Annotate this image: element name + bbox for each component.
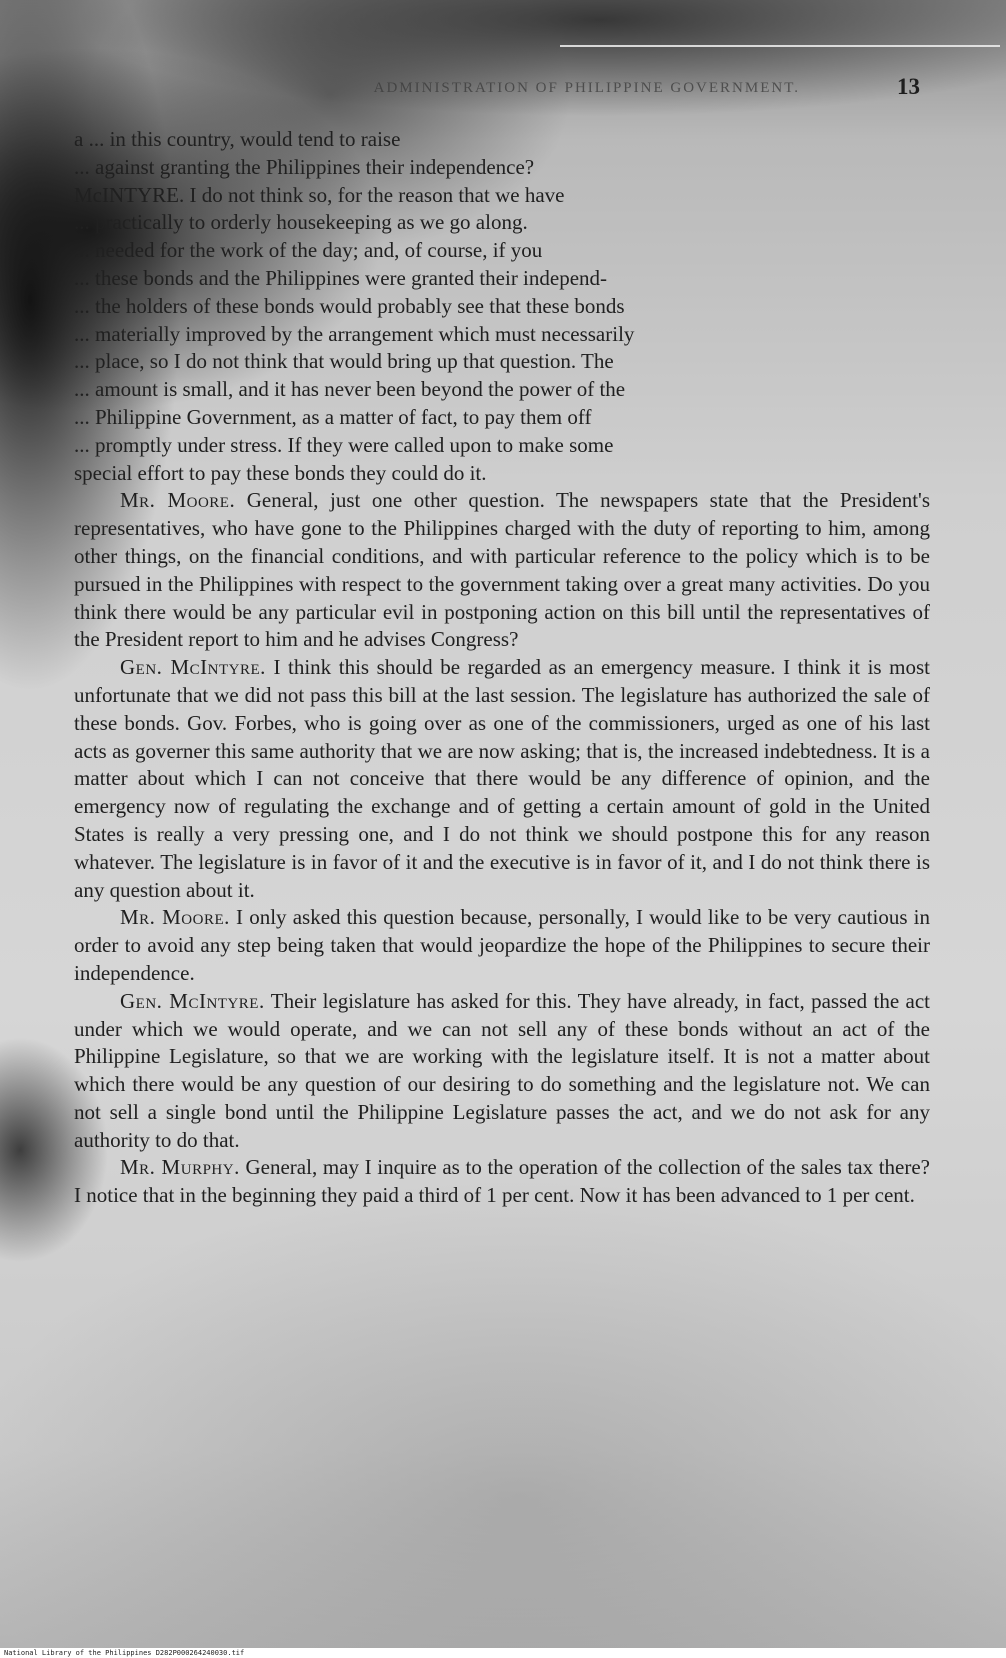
scan-footer-text: National Library of the Philippines D282P000264240030.tif [4,1649,245,1657]
paragraph-mcintyre-1 [74,654,930,904]
fragment-line: ... needed for the work of the day; and, of course, if you [74,238,543,263]
speaker: Gen. McIntyre. [120,655,266,680]
fragment-line: McINTYRE. I do not think so, for the reason that we have [74,182,565,207]
paragraph-moore-1 [74,487,930,654]
speaker: Gen. McIntyre. [120,988,265,1013]
paragraph-moore-2 [74,904,930,987]
speaker: Mr. Murphy. [120,1155,240,1180]
speaker: Mr. Moore. [120,905,230,930]
paragraph-text: Their legislature has asked for this. They have already, in fact, passed the act under which we would operate, and we can not sell any of these bonds without an act of the Philippine Legislature, so that we are working with the legislature itself. It is not a matter about which there would be any question of our desiring to do something and the legislature not. We can not sell a single bond until the Philippine Legislature passes the act, and we do not ask for any authority to do that. [74,988,931,1152]
page-number: 13 [897,74,920,99]
page-header [180,74,920,104]
fragment-line: ... Philippine Government, as a matter of fact, to pay them off [74,404,592,429]
fragment-line: special effort to pay these bonds they could do it. [74,460,487,485]
running-head: ADMINISTRATION OF PHILIPPINE GOVERNMENT. [373,80,800,96]
fragment-line: ... materially improved by the arrangement which must necessarily [74,321,635,346]
fragment-line: ... place, so I do not think that would bring up that question. The [74,349,614,374]
fragment-line: ... practically to orderly housekeeping as we go along. [74,210,528,235]
fragment-line: a ... in this country, would tend to raise [74,127,401,151]
fragment-line: ... these bonds and the Philippines were granted their independ- [74,265,608,290]
fragment-line: ... the holders of these bonds would probably see that these bonds [74,293,625,318]
paragraph-text: General, may I inquire as to the operation of the collection of the sales tax there? I notice that in the beginning they paid a third of 1 per cent. Now it has been advanced to 1 per cent. [74,1155,930,1208]
fragment-line: ... amount is small, and it has never been beyond the power of the [74,377,626,402]
body-text [74,126,930,1210]
fragment-line: ... promptly under stress. If they were called upon to make some [74,432,614,457]
paragraph-murphy-1 [74,1154,930,1210]
paragraph-text: I only asked this question because, personally, I would like to be very cautious in order to avoid any step being taken that would jeopardize the hope of the Philippines to secure their independence. [74,905,931,985]
header-rule [560,45,1000,47]
scan-footer [0,1648,1006,1658]
paragraph-text: I think this should be regarded as an emergency measure. I think it is most unfortunate that we did not pass this bill at the last session. The legislature has authorized the sale of these bonds. Gov. Forbes, who is going over as one of the commissioners, urged as one of his last acts as governer this same authority that we are now asking; that is, the increased indebtedness. It is a matter about which I can not conceive that there would be any difference of opinion, and the emergency now of regulating the exchange and of getting a certain amount of gold in the United States is really a very pressing one, and I do not think we should postpone this for any reason whatever. The legislature is in favor of it and the executive is in favor of it, and I do not think there is any question about it. [74,655,931,902]
paragraph-mcintyre-2 [74,988,930,1155]
paragraph-text: General, just one other question. The newspapers state that the President's representatives, who have gone to the Philippines charged with the duty of reporting to him, among other things, on the financial conditions, and with particular reference to the policy which is to be pursued in the Philippines with respect to the government taking over a great many activities. Do you think there would be any particular evil in postponing action on this bill until the representatives of the President report to him and he advises Congress? [74,488,931,652]
fragment-paragraph [74,126,930,487]
fragment-line: ... against granting the Philippines their independence? [74,154,535,179]
speaker: Mr. Moore. [120,488,236,513]
